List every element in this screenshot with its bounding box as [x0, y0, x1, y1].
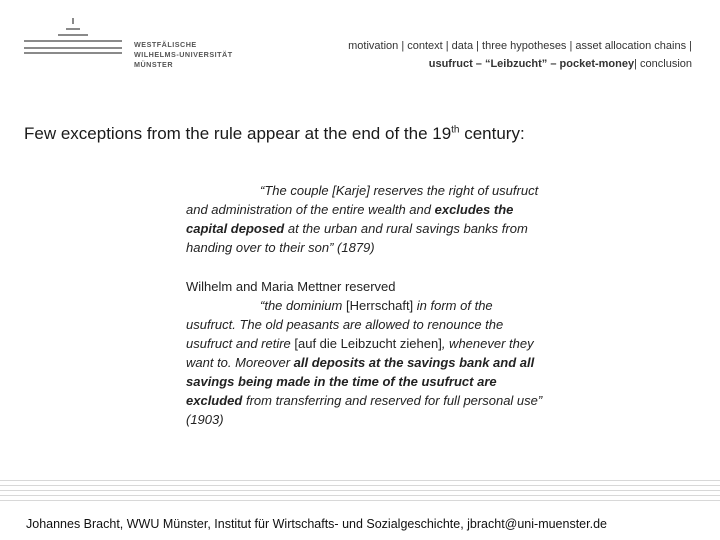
- heading-text-end: century:: [459, 124, 525, 143]
- nav-line-2: [252, 55, 692, 73]
- heading-text: Few exceptions from the rule appear at the end of the 19: [24, 124, 452, 143]
- quote-1903-german-2: [auf die Leibzucht ziehen]: [294, 336, 442, 351]
- footer-divider: [0, 480, 720, 510]
- nav-current-section: usufruct – “Leibzucht” – pocket-money: [428, 58, 635, 70]
- logo-line-2: WILHELMS-UNIVERSITÄT: [134, 50, 233, 59]
- quote-1903: [186, 277, 546, 429]
- quote-1879-emphasis: excludes the capital deposed: [186, 202, 514, 236]
- logo-wordmark: [134, 40, 233, 70]
- heading-superscript: th: [451, 124, 460, 136]
- slide-heading: [24, 124, 525, 144]
- quote-1903-text-b: in form of the usufruct. The old peasants are allowed to renounce the usufruct and retire: [186, 298, 504, 351]
- logo-line-3: MÜNSTER: [134, 60, 174, 69]
- quote-1903-intro: Wilhelm and Maria Mettner reserved: [186, 279, 396, 294]
- quote-1903-text-c: , whenever they want to. Moreover: [186, 336, 534, 370]
- logo-line-1: WESTFÄLISCHE: [134, 40, 197, 49]
- quote-1903-text-a: “the dominium: [260, 298, 346, 313]
- footer-text: Johannes Bracht, WWU Münster, Institut für Wirtschafts- und Sozialgeschichte, jbracht@uni-muenster.de: [26, 517, 607, 531]
- university-logo: [22, 14, 237, 70]
- quote-1903-emphasis: all deposits at the savings bank and all savings being made in the time of the usufruct are excluded: [186, 355, 535, 408]
- quote-1903-body: [186, 296, 546, 429]
- nav-line-1: motivation | context | data | three hypotheses | asset allocation chains |: [348, 40, 692, 52]
- quote-1879: [186, 181, 546, 257]
- quote-1879-text-b: at the urban and rural savings banks from handing over to their son” (1879): [186, 221, 528, 255]
- section-navigation: [252, 37, 692, 73]
- nav-line-2-rest: | conclusion: [634, 58, 692, 70]
- quote-1903-german-1: [Herrschaft]: [345, 298, 414, 313]
- quote-1903-text-d: from transferring and reserved for full personal use” (1903): [186, 393, 543, 427]
- quote-1879-text-a: “The couple [Karje] reserves the right of usufruct and administration of the entire wealth and: [186, 183, 539, 217]
- logo-emblem-icon: [22, 14, 132, 54]
